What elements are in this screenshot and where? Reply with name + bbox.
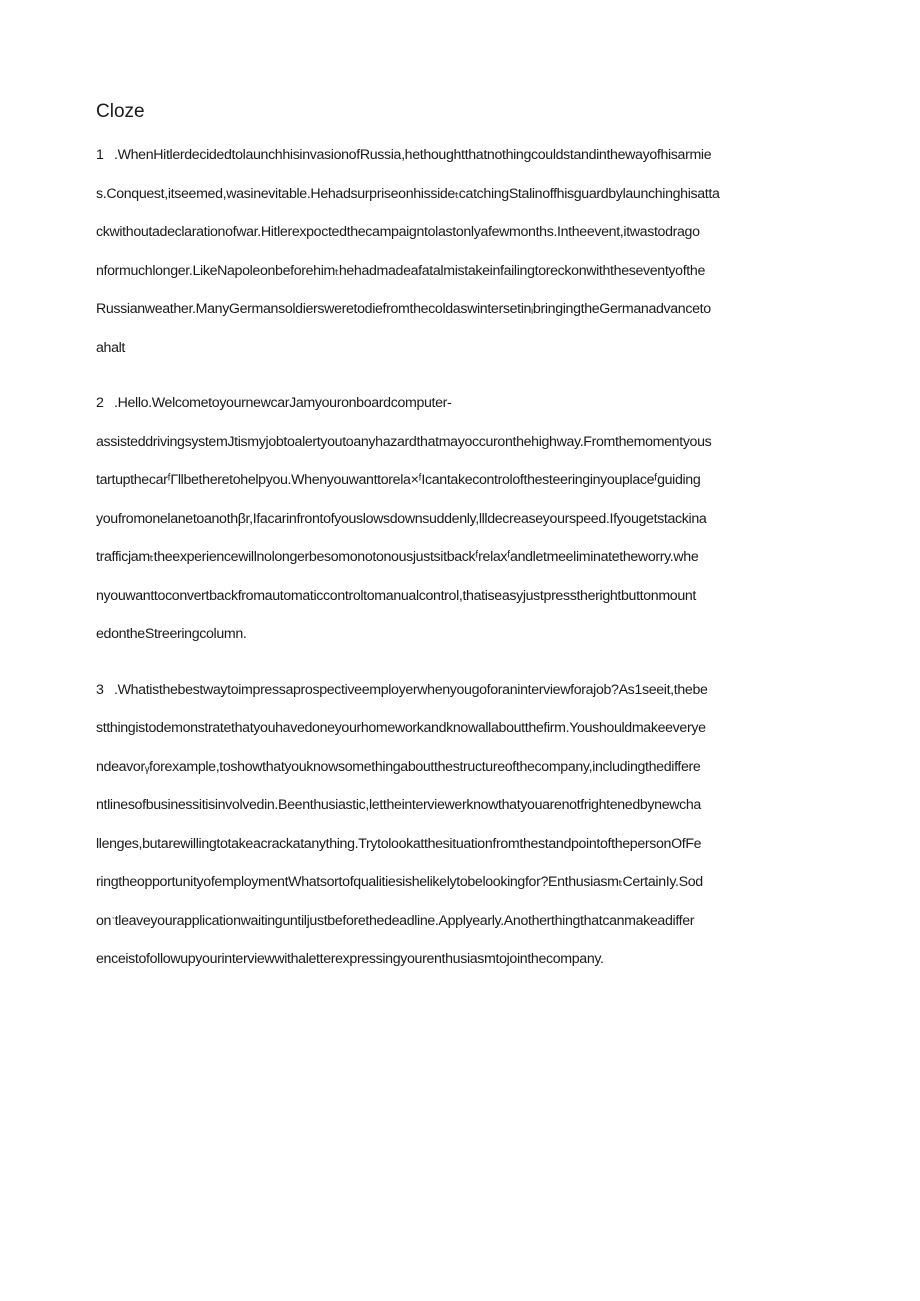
paragraph-text: .WhenHitlerdecidedtolaunchhisinvasionofRussia,hethoughtthatnothingcouldstandinthewayofhisarmie — [114, 147, 712, 163]
paragraph-line: nformuchlonger.LikeNapoleonbeforehimₜhehadmadeafatalmistakeinfailingtoreckonwiththeseventyofthe — [96, 262, 705, 279]
paragraph-line: onˑtleaveyourapplicationwaitinguntiljustbeforethedeadline.Applyearly.Anotherthingthatcanmakeadiffer — [96, 912, 695, 929]
paragraph-line: edontheStreeringcolumn. — [96, 626, 247, 642]
paragraph-number: 3 — [96, 681, 104, 698]
paragraph-line: enceistofollowupyourinterviewwithaletterexpressingyourenthusiasmtojointhecompany. — [96, 951, 604, 967]
page-title: Cloze — [96, 101, 145, 122]
paragraph-text: .Whatisthebestwaytoimpressaprospectiveemployerwhenyougoforaninterviewforajob?As1seeit,thebe — [114, 681, 708, 698]
paragraph-line: assisteddrivingsystemJtismyjobtoalertyoutoanyhazardthatmayoccuronthehighway.Fromthemomentyous — [96, 433, 712, 450]
paragraph-line: ringtheopportunityofemploymentWhatsortofqualitiesishelikelytobelookingfor?EnthusiasmₜCertainIy.Sod — [96, 874, 703, 890]
cloze-paragraph-2 — [96, 384, 820, 654]
paragraph-line: ntlinesofbusinessitisinvolvedin.Beenthusiastic,lettheinterviewerknowthatyouarenotfrightenedbynewcha — [96, 797, 701, 813]
paragraph-number: 1 — [96, 147, 104, 163]
paragraph-line: s.Conquest,itseemed,wasinevitable.HehadsurpriseonhissideₜcatchingStalinoffhisguardbylaunchinghisatta — [96, 185, 720, 202]
paragraph-text: .Hello.WelcometoyournewcarJamyouronboardcomputer- — [114, 395, 452, 411]
paragraph-line — [96, 671, 820, 710]
paragraph-line: tartupthecarᶠΓllbetheretohelpyou.Whenyouwanttorela×ᶠIcantakecontrolofthesteeringinyouplaceᶠguiding — [96, 472, 701, 488]
paragraph-line: trafficjamₜtheexperiencewillnolongerbesomonotonousjustsitbackᶠrelaxᶠandletmeeliminatetheworry.whe — [96, 549, 699, 565]
paragraph-line: nyouwanttoconvertbackfromautomaticcontroltomanualcontrol,thatiseasyjustpresstherightbuttonmount — [96, 587, 697, 604]
paragraph-line — [96, 136, 820, 175]
paragraph-line — [96, 384, 820, 423]
cloze-paragraph-3 — [96, 671, 820, 979]
paragraph-number: 2 — [96, 395, 104, 411]
paragraph-line: ndeavorᵧforexample,toshowthatyouknowsomethingaboutthestructureofthecompany,includingthediffere — [96, 758, 701, 775]
paragraph-line: ckwithoutadeclarationofwar.Hitlerexpoctedthecampaigntolastonlyafewmonths.Intheevent,itwastodrago — [96, 224, 700, 240]
cloze-paragraph-1 — [96, 136, 820, 367]
paragraph-line: ahalt — [96, 339, 126, 356]
document-page — [96, 98, 820, 996]
paragraph-line: youfromonelanetoanothβr,Ifacarinfrontofyouslowsdownsuddenly,llldecreaseyourspeed.Ifyougetstackina — [96, 510, 707, 527]
paragraph-line: stthingistodemonstratethatyouhavedoneyourhomeworkandknowallaboutthefirm.Youshouldmakeeverye — [96, 720, 706, 736]
paragraph-line: Russianweather.ManyGermansoldiersweretodiefromthecoldaswintersetinᵢbringingtheGermanadvanceto — [96, 301, 711, 317]
paragraph-line: llenges,butarewillingtotakeacrackatanything.TrytolookatthesituationfromthestandpointofthepersonOfFe — [96, 835, 702, 852]
